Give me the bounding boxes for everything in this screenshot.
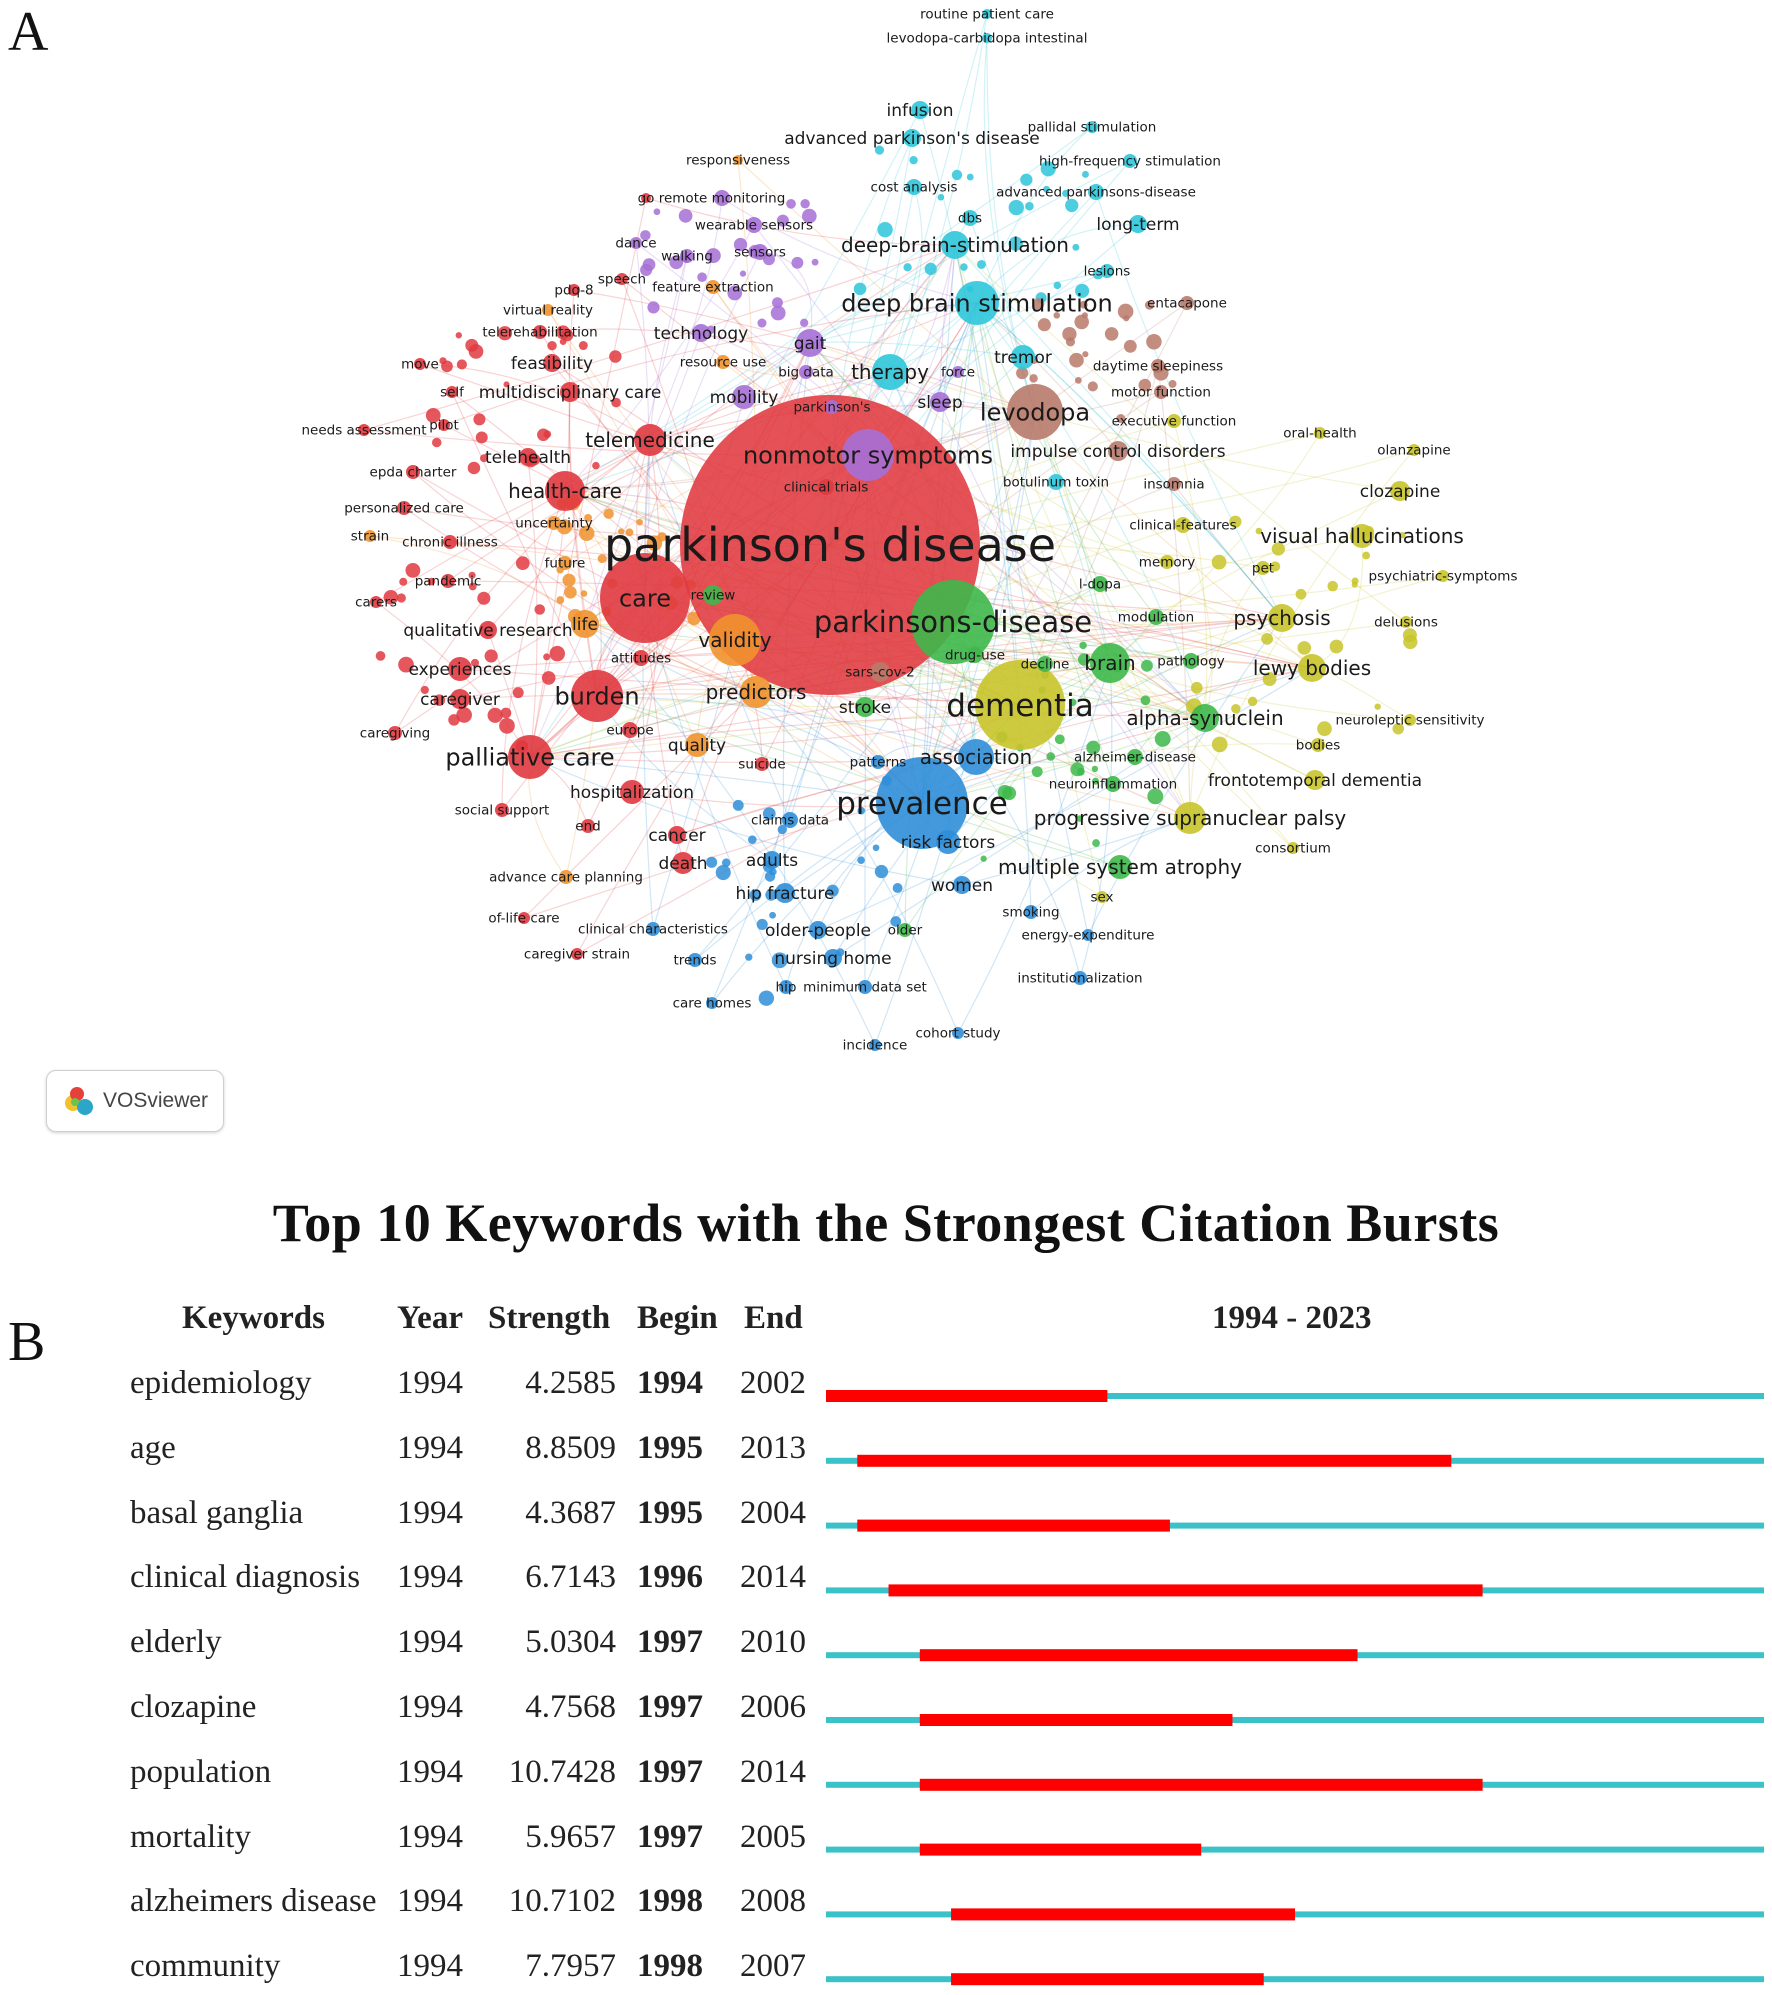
burst-keyword: epidemiology xyxy=(130,1365,312,1401)
header-strength: Strength xyxy=(488,1300,611,1336)
network-label: dbs xyxy=(957,210,983,227)
network-label: memory xyxy=(1138,554,1196,571)
network-label: europe xyxy=(606,722,654,739)
burst-strength: 10.7428 xyxy=(508,1753,616,1790)
burst-year: 1994 xyxy=(397,1883,463,1920)
network-label: advance care planning xyxy=(489,869,643,886)
network-label: impulse control disorders xyxy=(1010,441,1226,462)
network-label: delusions xyxy=(1374,614,1438,631)
network-label: decline xyxy=(1020,656,1070,673)
network-label: self xyxy=(440,384,464,401)
burst-interval-bar xyxy=(857,1520,1170,1532)
network-label: neuroinflammation xyxy=(1048,776,1178,793)
network-label: of-life care xyxy=(488,910,560,927)
burst-strength: 4.2585 xyxy=(525,1365,616,1401)
network-label: hip xyxy=(775,979,797,996)
burst-year: 1994 xyxy=(397,1753,463,1790)
network-label: levodopa xyxy=(979,398,1091,427)
header-range: 1994 - 2023 xyxy=(1212,1300,1372,1336)
network-label: trends xyxy=(673,952,717,969)
burst-end: 2014 xyxy=(740,1753,806,1790)
burst-year: 1994 xyxy=(397,1689,463,1725)
network-label: death xyxy=(658,853,708,874)
network-label: lewy bodies xyxy=(1252,656,1372,680)
panel-label-a: A xyxy=(8,1,49,63)
burst-interval-bar xyxy=(920,1844,1201,1856)
network-label: advanced parkinsons-disease xyxy=(996,184,1196,201)
burst-table-title: Top 10 Keywords with the Strongest Citation Bursts xyxy=(272,1193,1500,1253)
network-label: remote monitoring xyxy=(658,190,786,207)
burst-interval-bar xyxy=(951,1908,1295,1920)
network-label: needs assessment xyxy=(301,422,427,439)
network-label: dementia xyxy=(946,687,1094,724)
network-label: review xyxy=(690,587,736,604)
burst-interval-bar xyxy=(951,1973,1264,1985)
burst-strength: 10.7102 xyxy=(508,1883,616,1920)
network-label: consortium xyxy=(1255,840,1331,857)
burst-strength: 5.0304 xyxy=(525,1624,616,1661)
network-label: insomnia xyxy=(1143,476,1205,493)
burst-interval-bar xyxy=(857,1455,1451,1467)
burst-year: 1994 xyxy=(397,1948,463,1985)
burst-begin: 1997 xyxy=(637,1753,703,1790)
network-label: olanzapine xyxy=(1377,442,1451,459)
burst-end: 2010 xyxy=(740,1624,806,1661)
network-label: patterns xyxy=(849,754,907,771)
network-label: oral-health xyxy=(1283,425,1357,442)
network-label: experiences xyxy=(408,659,512,680)
network-label: sensors xyxy=(734,244,786,261)
network-label: minimum data set xyxy=(803,979,927,996)
network-label: carers xyxy=(355,594,397,611)
burst-begin: 1997 xyxy=(637,1818,703,1855)
network-label: energy-expenditure xyxy=(1021,927,1155,944)
network-label: deep brain stimulation xyxy=(841,289,1113,318)
network-label: prevalence xyxy=(836,785,1008,822)
burst-strength: 5.9657 xyxy=(525,1818,616,1855)
burst-end: 2008 xyxy=(740,1883,806,1920)
network-label: frontotemporal dementia xyxy=(1207,770,1423,791)
network-label: modulation xyxy=(1117,609,1195,626)
network-label: dance xyxy=(615,235,657,252)
network-label: clozapine xyxy=(1359,481,1441,502)
network-label: alpha-synuclein xyxy=(1126,706,1284,730)
burst-end: 2005 xyxy=(740,1818,806,1855)
network-label: daytime sleepiness xyxy=(1092,358,1224,375)
network-label: older-people xyxy=(764,920,872,941)
burst-year: 1994 xyxy=(397,1429,463,1466)
network-label: epda charter xyxy=(369,464,457,481)
network-label: burden xyxy=(554,682,640,711)
network-label: risk factors xyxy=(900,832,996,853)
network-label: clinical-features xyxy=(1129,517,1237,534)
network-label: pathology xyxy=(1157,653,1225,670)
network-label: health-care xyxy=(508,479,622,503)
network-label: claims data xyxy=(750,812,830,829)
network-label: telerehabilitation xyxy=(482,324,598,341)
network-label: sleep xyxy=(917,392,963,413)
network-label: pilot xyxy=(429,417,459,434)
burst-keyword: alzheimers disease xyxy=(130,1883,377,1920)
network-label: go xyxy=(637,190,655,207)
burst-begin: 1996 xyxy=(637,1559,703,1596)
network-label: sex xyxy=(1090,889,1114,906)
burst-strength: 8.8509 xyxy=(525,1429,616,1466)
network-label: virtual reality xyxy=(502,302,594,319)
network-label: resource use xyxy=(679,354,767,371)
network-label: responsiveness xyxy=(686,152,790,169)
network-label: clinical trials xyxy=(783,479,869,496)
network-label: future xyxy=(544,555,586,572)
network-label: gait xyxy=(793,333,827,354)
network-label: infusion xyxy=(886,100,954,121)
network-label: strain xyxy=(350,528,390,545)
network-label: deep-brain-stimulation xyxy=(841,233,1069,257)
network-label: suicide xyxy=(738,756,786,773)
network-label: sars-cov-2 xyxy=(845,664,915,681)
network-label: advanced parkinson's disease xyxy=(784,128,1040,149)
burst-end: 2006 xyxy=(740,1689,806,1725)
network-label: botulinum toxin xyxy=(1002,474,1110,491)
network-label: parkinsons-disease xyxy=(813,605,1093,640)
network-label: telemedicine xyxy=(585,428,715,452)
network-label: institutionalization xyxy=(1017,970,1143,987)
panel-label-b: B xyxy=(8,1311,46,1373)
burst-end: 2014 xyxy=(740,1559,806,1596)
burst-begin: 1995 xyxy=(637,1429,703,1466)
network-label: pdq-8 xyxy=(554,282,594,299)
burst-keyword: clozapine xyxy=(130,1689,257,1725)
network-label: move xyxy=(401,356,439,373)
burst-end: 2002 xyxy=(740,1365,806,1401)
network-label: psychosis xyxy=(1233,606,1331,630)
network-label: end xyxy=(575,818,601,835)
network-label: l-dopa xyxy=(1078,576,1122,593)
network-label: palliative care xyxy=(445,743,615,772)
burst-interval-bar xyxy=(920,1649,1358,1661)
header-keywords: Keywords xyxy=(182,1300,325,1336)
network-label: tremor xyxy=(994,347,1052,368)
burst-strength: 7.7957 xyxy=(525,1948,616,1985)
network-label: care xyxy=(618,584,672,613)
network-label: chronic illness xyxy=(402,534,498,551)
network-label: pallidal stimulation xyxy=(1027,119,1157,136)
network-label: nonmotor symptoms xyxy=(742,441,994,470)
network-label: stroke xyxy=(838,697,892,718)
burst-interval-bar xyxy=(920,1779,1483,1791)
network-label: attitudes xyxy=(610,650,672,667)
network-label: smoking xyxy=(1002,904,1060,921)
network-label: therapy xyxy=(851,360,929,384)
network-label: parkinson's disease xyxy=(603,518,1057,573)
network-label: pandemic xyxy=(414,573,482,590)
network-label: caregiving xyxy=(359,725,431,742)
network-label: executive function xyxy=(1111,413,1237,430)
network-label: caregiver xyxy=(420,689,500,710)
vosviewer-label: VOSviewer xyxy=(103,1089,209,1112)
network-label: visual hallucinations xyxy=(1260,524,1464,548)
network-label: predictors xyxy=(705,680,807,704)
network-label: association xyxy=(919,745,1033,769)
network-label: cancer xyxy=(648,825,706,846)
network-label: long-term xyxy=(1096,214,1180,235)
network-label: speech xyxy=(597,271,647,288)
network-label: pet xyxy=(1251,560,1275,577)
network-label: parkinson's xyxy=(793,399,871,416)
burst-begin: 1998 xyxy=(637,1948,703,1985)
network-label: neuroleptic sensitivity xyxy=(1335,712,1485,729)
burst-interval-bar xyxy=(889,1584,1483,1596)
burst-year: 1994 xyxy=(397,1365,463,1401)
network-label: lesions xyxy=(1083,263,1131,280)
network-label: routine patient care xyxy=(920,6,1054,23)
network-label: technology xyxy=(653,323,749,344)
network-label: wearable sensors xyxy=(694,217,814,234)
burst-begin: 1997 xyxy=(637,1624,703,1661)
burst-strength: 6.7143 xyxy=(525,1559,616,1596)
network-label: life xyxy=(572,614,598,635)
network-label: bodies xyxy=(1295,737,1341,754)
burst-year: 1994 xyxy=(397,1818,463,1855)
network-label: multidisciplinary care xyxy=(478,382,662,403)
burst-year: 1994 xyxy=(397,1624,463,1661)
burst-year: 1994 xyxy=(397,1494,463,1531)
network-label: progressive supranuclear palsy xyxy=(1033,806,1347,830)
network-label: mobility xyxy=(709,387,779,408)
network-label: big data xyxy=(778,364,834,381)
network-label: incidence xyxy=(842,1037,908,1054)
burst-begin: 1997 xyxy=(637,1689,703,1725)
network-label: caregiver strain xyxy=(523,946,631,963)
network-label: cohort study xyxy=(915,1025,1001,1042)
burst-strength: 4.3687 xyxy=(525,1494,616,1531)
network-label: high-frequency stimulation xyxy=(1039,153,1221,170)
network-label: older xyxy=(887,922,923,939)
network-label: feature extraction xyxy=(652,279,774,296)
network-label: hip fracture xyxy=(735,883,835,904)
burst-begin: 1998 xyxy=(637,1883,703,1920)
burst-end: 2013 xyxy=(740,1429,806,1466)
network-label: adults xyxy=(745,850,799,871)
network-label: psychiatric-symptoms xyxy=(1368,568,1518,585)
burst-begin: 1995 xyxy=(637,1494,703,1531)
network-label: uncertainty xyxy=(515,515,593,532)
burst-keyword: elderly xyxy=(130,1624,222,1661)
network-label: brain xyxy=(1084,651,1136,675)
network-label: motor function xyxy=(1111,384,1211,401)
network-label: nursing home xyxy=(774,948,892,969)
network-label: levodopa-carbidopa intestinal xyxy=(886,30,1088,47)
network-label: alzheimer-disease xyxy=(1073,749,1197,766)
network-label: validity xyxy=(698,628,772,652)
network-label: force xyxy=(941,364,975,381)
network-label: drug-use xyxy=(944,647,1006,664)
network-label: care homes xyxy=(672,995,752,1012)
network-label: quality xyxy=(667,735,727,756)
burst-interval-bar xyxy=(920,1714,1233,1726)
burst-year: 1994 xyxy=(397,1559,463,1596)
burst-keyword: basal ganglia xyxy=(130,1494,304,1531)
network-label: qualitative research xyxy=(403,620,573,641)
network-label: hospitalization xyxy=(570,782,694,803)
network-label: multiple system atrophy xyxy=(997,855,1243,879)
burst-keyword: mortality xyxy=(130,1818,251,1855)
network-label: feasibility xyxy=(510,353,594,374)
burst-keyword: clinical diagnosis xyxy=(130,1559,361,1596)
network-label: cost analysis xyxy=(870,179,958,196)
network-label: personalized care xyxy=(344,500,464,517)
burst-end: 2004 xyxy=(740,1494,806,1531)
network-label: social support xyxy=(454,802,550,819)
burst-interval-bar xyxy=(826,1390,1107,1402)
header-year: Year xyxy=(397,1300,463,1336)
burst-end: 2007 xyxy=(740,1948,806,1985)
header-end: End xyxy=(744,1300,803,1336)
burst-keyword: population xyxy=(130,1753,272,1790)
network-label: entacapone xyxy=(1147,295,1227,312)
network-label: clinical characteristics xyxy=(578,921,728,938)
burst-keyword: age xyxy=(130,1429,176,1466)
network-label: walking xyxy=(661,248,713,265)
network-label: telehealth xyxy=(484,447,572,468)
burst-begin: 1994 xyxy=(637,1365,703,1401)
network-label: women xyxy=(930,875,994,896)
burst-keyword: community xyxy=(130,1948,281,1985)
burst-strength: 4.7568 xyxy=(525,1689,616,1725)
header-begin: Begin xyxy=(637,1300,718,1336)
